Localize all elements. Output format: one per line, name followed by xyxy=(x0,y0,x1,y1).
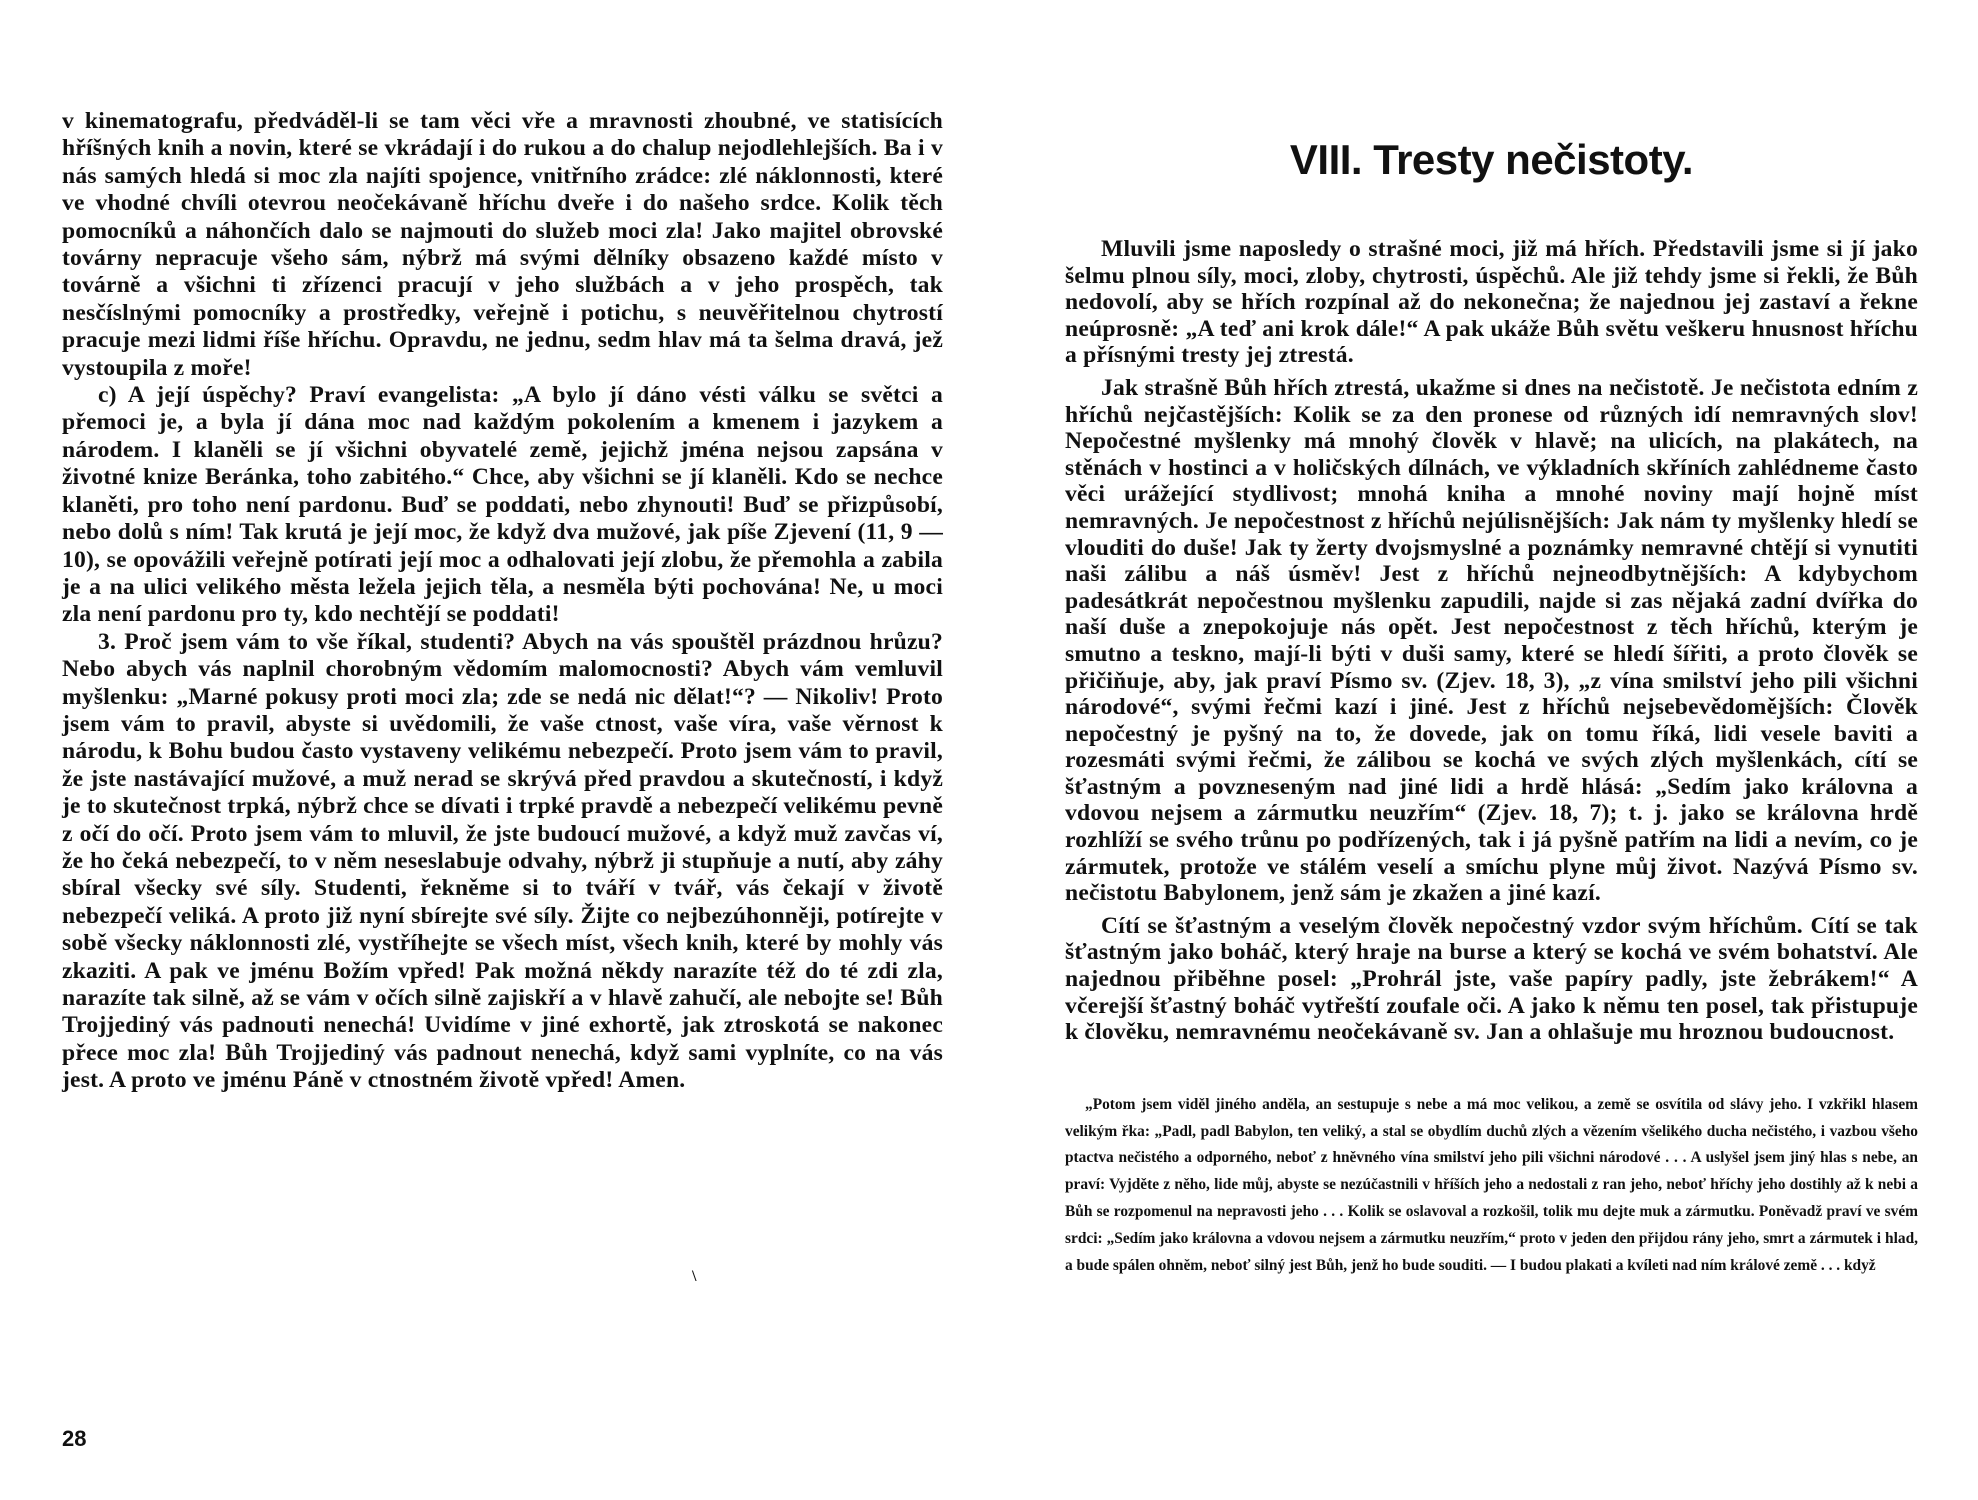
paragraph: 3. Proč jsem vám to vše říkal, studenti? Abych na vás spouštěl prázdnou hrůzu? Nebo abych vás naplnil chorobným vědomím malomocnosti? Abych vám vemluvil myšlenku: „Marné pokusy proti moci zla; zde se nedá nic dělat!“? — Nikoliv! Proto jsem vám to pravil, abyste si uvědomili, že vaše ctnost, vaše víra, vaše věrnost k národu, k Bohu budou často vystaveny velikému nebezpečí. Proto jsem vám to pravil, že jste nastávající mužové, a muž nerad se skrývá před pravdou a skutečností, i když je to skutečnost trpká, nýbrž chce se dívati i trpké pravdě a nebezpečí velikému pevně z očí do očí. Proto jsem vám to mluvil, že jste budoucí mužové, a když muž zavčas ví, že ho čeká nebezpečí, to v něm neseslabuje odvahy, nýbrž ji stupňuje a nutí, aby záhy sbíral všecky své síly. Studenti, řekněme si to tváří v tvář, vás čekají v životě nebezpečí veliká. A proto již nyní sbírejte své síly. Žijte co nejbezúhonněji, potírejte v sobě všecky náklonnosti zlé, vystříhejte se všech míst, všech knih, které by mohly vás zkaziti. A pak ve jménu Božím vpřed! Pak možná někdy narazíte též do té zdi zla, narazíte tak silně, až se vám v očích silně zajiskří a v hlavě zahučí, ale nebojte se! Bůh Trojjediný vás padnouti nenechá! Uvidíme v jiné exhortě, jak ztroskotá se nakonec přece moc zla! Bůh Trojjediný vás padnout nenechá, když sami vyplníte, co na vás jest. A proto ve jménu Páně v ctnostném životě vpřed! Amen. xyxy=(62,628,943,1094)
page-number: 28 xyxy=(62,1426,87,1451)
paragraph: c) A její úspěchy? Praví evangelista: „A bylo jí dáno vésti válku se světci a přemoci je, a byla jí dána moc nad každým pokolením a kmenem i jazykem a národem. I klaněli se jí všichni obyvatelé země, jejichž jména nejsou zapsána v životné knize Beránka, toho zabitého.“ Chce, aby všichni se jí klaněli. Kdo se nechce klaněti, pro toho není pardonu. Buď se poddati, nebo zhynouti! Buď se přizpůsobí, nebo dolů s ním! Tak krutá je její moc, že když dva mužové, jak píše Zjevení (11, 9 — 10), se opovážili veřejně potírati její moc a odhalovati její zlobu, že přemohla a zabila je a na ulici velikého města ležela jejich těla, a nesměla býti pochována! Ne, u moci zla není pardonu pro ty, kdo nechtějí se poddati! xyxy=(62,382,943,628)
footnote xyxy=(1065,1092,1918,1280)
paragraph: Mluvili jsme naposledy o strašné moci, již má hřích. Představili jsme si jí jako šelmu plnou síly, moci, zloby, chytrosti, úspěchů. Ale již tehdy jsme si řekli, že Bůh nedovolí, aby se hřích rozpínal až do nekonečna; že najednou jej zastaví a řekne neúprosně: „A teď ani krok dále!“ A pak ukáže Bůh světu veškeru hnusnost hříchu a přísnými tresty jej ztrestá. xyxy=(1065,236,1918,369)
right-page xyxy=(989,0,1978,1500)
stray-mark: \ xyxy=(692,1268,697,1285)
footnote-text: „Potom jsem viděl jiného anděla, an sestupuje s nebe a má moc velikou, a země se osvítila od slávy jeho. I vzkřikl hlasem velikým řka: „Padl, padl Babylon, ten veliký, a stal se obydlím duchů zlých a vězením všelikého ducha nečistého, i vazbou všeho ptactva nečistého a odporného, neboť z hněvného vína smilství jeho pili všichni národové . . . A uslyšel jsem jiný hlas s nebe, an praví: Vyjděte z něho, lide můj, abyste se nezúčastnili v hříších jeho a nedostali z ran jeho, neboť hříchy jeho dostihly až k nebi a Bůh se rozpomenul na nepravosti jeho . . . Kolik se oslavoval a rozkošil, tolik mu dejte muk a zármutku. Poněvadž praví ve svém srdci: „Sedím jako královna a vdovou nejsem a zármutku neuzřím,“ proto v jeden den přijdou rány jeho, smrt a zármutek i hlad, a bude spálen ohněm, neboť silný jest Bůh, jenž ho bude souditi. — I budou plakati a kvíleti nad ním králové země . . . když xyxy=(1065,1095,1918,1274)
left-page-body xyxy=(62,108,943,1095)
paragraph: v kinematografu, předváděl-li se tam věci vře a mravnosti zhoubné, ve statisících hříšných knih a novin, které se vkrádají i do rukou a do chalup nejodlehlejších. Ba i v nás samých hledá si moc zla najíti spojence, vnitřního zrádce: zlé náklonnosti, které ve vhodné chvíli otevrou neočekávaně hříchu dveře i do našeho srdce. Kolik těch pomocníků a náhončích dalo se najmouti do služeb moci zla! Jako majitel obrovské továrny nepracuje všeho sám, nýbrž má svými dělníky obsazeno každé místo v továrně a všichni ti zřízenci pracují v jeho službách a v jeho prospěch, tak nesčíslnými pomocníky a prostředky, veřejně i potichu, s neuvěřitelnou chytrostí pracuje mezi lidmi říše hříchu. Opravdu, ne jednu, sedm hlav má ta šelma dravá, jež vystoupila z moře! xyxy=(62,108,943,381)
right-page-body xyxy=(1065,236,1918,1046)
paragraph: Cítí se šťastným a veselým člověk nepočestný vzdor svým hříchům. Cítí se tak šťastným jako boháč, který hraje na burse a který se kochá ve svém bohatství. Ale najednou přiběhne posel: „Prohrál jste, vaše papíry padly, jste žebrákem!“ A včerejší šťastný boháč vytřeští zoufale oči. A jako k němu ten posel, tak přistupuje k člověku, nemravnému neočekávaně sv. Jan a ohlašuje mu hroznou budoucnost. xyxy=(1065,912,1918,1046)
paragraph: Jak strašně Bůh hřích ztrestá, ukažme si dnes na nečistotě. Je nečistota edním z hříchů nejčastějších: Kolik se za den pronese od různých idí nemravných slov! Nepočestné myšlenky má mnohý člověk v hlavě; na ulicích, na plakátech, na stěnách v hostinci a v holičských dílnách, ve výkladních skříních zahlédneme často věci urážející stydlivost; mnohá kniha a mnohé noviny mají hojně míst nemravných. Je nepočestnost z hříchů nejúlisnějších: Jak nám ty myšlenky hledí se vlouditi do duše! Jak ty žerty dvojsmyslné a poznámky nemravné chtějí si vynutiti naši zálibu a náš úsměv! Jest z hříchů nejneodbytnějších: A kdybychom padesátkrát nepočestnou myšlenku zapudili, najde si zas nějaká zadní dvířka do naší duše a znepokojuje nás opět. Jest nepočestnost z těch hříchů, kterým je smutno a teskno, mají-li býti v duši samy, které se hledí šířiti, a proto člověk se přičiňuje, aby, jak praví Písmo sv. (Zjev. 18, 3), „z vína smilství jeho pili všichni národové“, svými řečmi kazí i jiné. Jest z hříchů nejsebevědomějších: Člověk nepočestný je pyšný na to, že dovede, jak on tomu říká, lidi vesele baviti a rozesmáti svými řečmi, že zálibou se kochá ve svých zlých myšlenkách, cítí se šťastným a povzneseným nad jiné lidi a hrdě hlásá: „Sedím jako královna a vdovou nejsem a zármutku neuzřím“ (Zjev. 18, 7); t. j. jako se královna hrdě rozhlíží se svého trůnu po podřízených, tak i já pyšně patřím na lidi a nevím, co je zármutek, protože ve stálém veselí a smíchu plyne můj život. Nazývá Písmo sv. nečistotu Babylonem, jenž sám je zkažen a jiné kazí. xyxy=(1065,374,1918,907)
chapter-title: VIII. Tresty nečistoty. xyxy=(1289,136,1694,183)
